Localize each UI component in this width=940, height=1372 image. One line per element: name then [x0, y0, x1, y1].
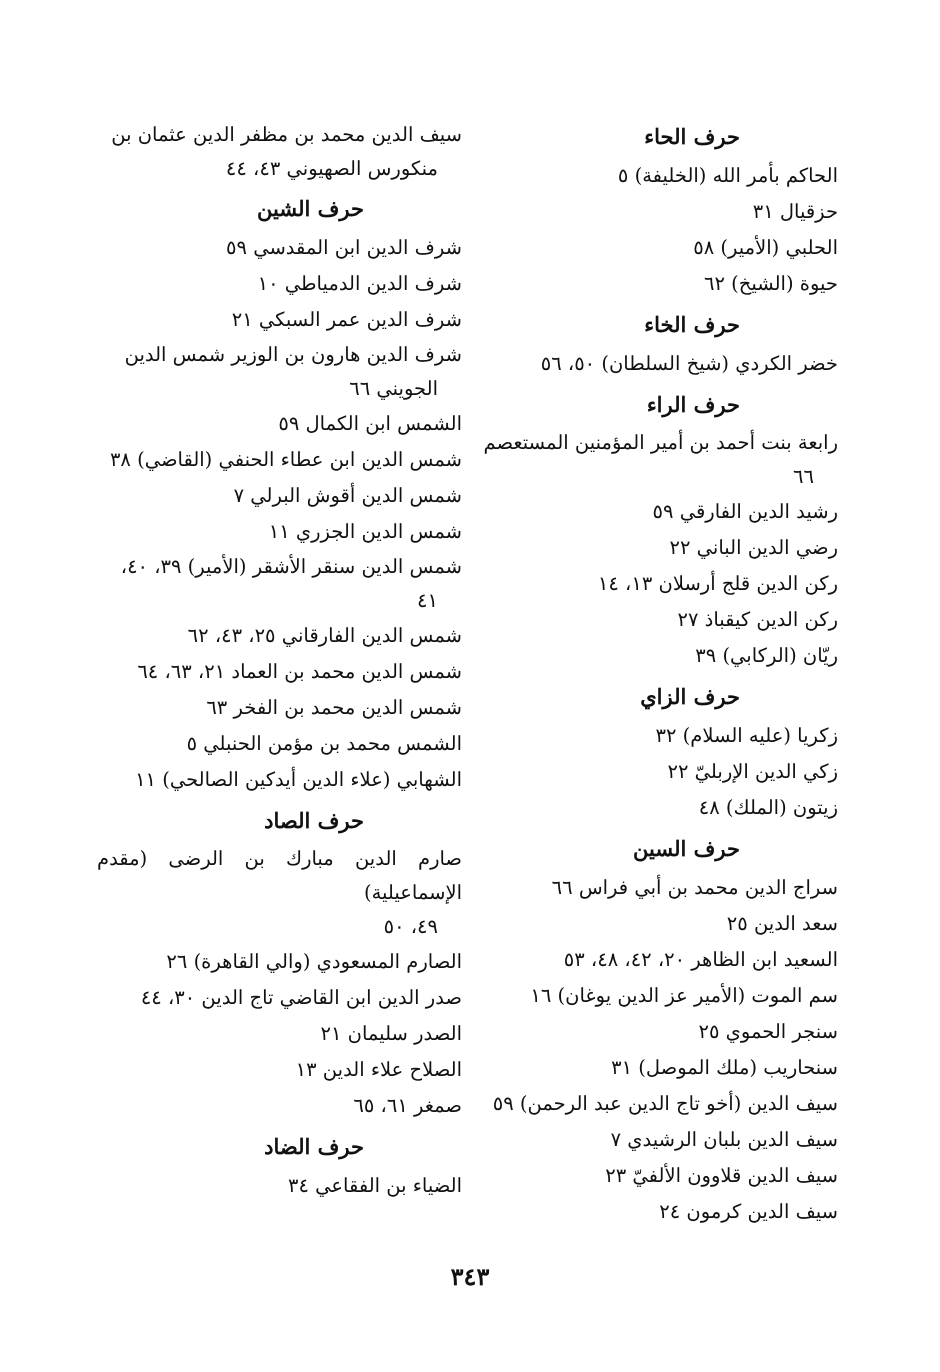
- index-entry: [466, 870, 838, 906]
- index-entry: [466, 1122, 838, 1158]
- index-entry: [97, 442, 462, 478]
- right-column: [466, 118, 838, 1240]
- index-entry: [97, 478, 462, 514]
- entry-text: الصدر سليمان ٢١: [320, 1022, 462, 1045]
- entry-text: سراج الدين محمد بن أبي فراس ٦٦: [551, 876, 838, 899]
- index-section: [466, 392, 838, 674]
- entry-text: شرف الدين هارون بن الوزير شمس الدين: [124, 343, 462, 366]
- section-heading: حرف الراء: [646, 392, 740, 417]
- entry-continuation: ٦٦: [793, 465, 814, 488]
- entry-text: السعيد ابن الظاهر ٢٠، ٤٢، ٤٨، ٥٣: [563, 948, 838, 971]
- entry-continuation: الجويني ٦٦: [349, 377, 438, 400]
- entry-text: سيف الدين محمد بن مظفر الدين عثمان بن: [111, 123, 462, 146]
- index-entry: [466, 1194, 838, 1230]
- index-entry: [466, 494, 838, 530]
- index-section: [97, 118, 462, 186]
- entry-text: سيف الدين قلاوون الألفيّ ٢٣: [605, 1164, 838, 1187]
- entry-text: رابعة بنت أحمد بن أمير المؤمنين المستعصم: [483, 431, 838, 454]
- entry-text: زكريا (عليه السلام) ٣٢: [655, 724, 838, 747]
- entry-text: الضياء بن الفقاعي ٣٤: [287, 1174, 462, 1197]
- index-entry: [97, 944, 462, 980]
- index-entry: [97, 550, 462, 618]
- section-heading: حرف الصاد: [264, 808, 364, 833]
- entry-text: الشهابي (علاء الدين أيدكين الصالحي) ١١: [135, 768, 462, 791]
- section-heading: حرف الحاء: [644, 124, 740, 149]
- entry-continuation: ٤٩، ٥٠: [383, 915, 438, 938]
- entry-continuation: ٤١: [417, 589, 438, 612]
- entry-text: سنجر الحموي ٢٥: [698, 1020, 838, 1043]
- index-entry: [97, 1052, 462, 1088]
- index-entry: [466, 1086, 838, 1122]
- entry-text: ركن الدين كيقباذ ٢٧: [677, 608, 838, 631]
- index-entry: [466, 978, 838, 1014]
- entry-text: سم الموت (الأمير عز الدين يوغان) ١٦: [530, 984, 838, 1007]
- index-section: [97, 1134, 462, 1204]
- section-heading: حرف الشين: [257, 196, 364, 221]
- index-entry: [97, 302, 462, 338]
- entry-text: الشمس محمد بن مؤمن الحنبلي ٥: [186, 732, 462, 755]
- entry-text: زكي الدين الإربليّ ٢٢: [667, 760, 838, 783]
- index-entry: [466, 906, 838, 942]
- index-section: [97, 808, 462, 1124]
- index-entry: [466, 718, 838, 754]
- entry-text: ركن الدين قلج أرسلان ١٣، ١٤: [597, 572, 838, 595]
- index-entry: [97, 514, 462, 550]
- index-entry: [466, 158, 838, 194]
- entry-continuation: منكورس الصهيوني ٤٣، ٤٤: [225, 157, 438, 180]
- index-entry: [97, 690, 462, 726]
- index-section: [97, 196, 462, 798]
- page-number: ٣٤٣: [450, 1262, 490, 1291]
- index-entry: [97, 406, 462, 442]
- index-entry: [466, 754, 838, 790]
- index-entry: [466, 346, 838, 382]
- index-entry: [97, 842, 462, 944]
- index-entry: [97, 980, 462, 1016]
- index-section: [466, 312, 838, 382]
- index-entry: [97, 266, 462, 302]
- section-heading: حرف الزاي: [640, 684, 740, 709]
- index-entry: [466, 426, 838, 494]
- entry-text: شمس الدين ابن عطاء الحنفي (القاضي) ٣٨: [109, 448, 462, 471]
- section-heading: حرف الخاء: [644, 312, 740, 337]
- entry-text: شرف الدين الدمياطي ١٠: [257, 272, 462, 295]
- index-entry: [466, 1158, 838, 1194]
- index-entry: [466, 638, 838, 674]
- index-entry: [97, 1168, 462, 1204]
- index-entry: [97, 230, 462, 266]
- entry-text: شمس الدين الفارقاني ٢٥، ٤٣، ٦٢: [187, 624, 462, 647]
- index-entry: [97, 618, 462, 654]
- entry-text: خضر الكردي (شيخ السلطان) ٥٠، ٥٦: [540, 352, 838, 375]
- section-heading: حرف السين: [633, 836, 740, 861]
- entry-text: حزقيال ٣١: [752, 200, 838, 223]
- entry-text: سيف الدين بلبان الرشيدي ٧: [610, 1128, 838, 1151]
- section-heading: حرف الضاد: [264, 1134, 364, 1159]
- entry-text: شمس الدين محمد بن الفخر ٦٣: [206, 696, 462, 719]
- index-entry: [97, 1088, 462, 1124]
- entry-text: شمس الدين سنقر الأشقر (الأمير) ٣٩، ٤٠،: [120, 555, 462, 578]
- entry-text: شرف الدين ابن المقدسي ٥٩: [226, 236, 462, 259]
- entry-text: الحلبي (الأمير) ٥٨: [693, 236, 838, 259]
- index-entry: [466, 194, 838, 230]
- entry-text: سيف الدين (أخو تاج الدين عبد الرحمن) ٥٩: [492, 1092, 838, 1115]
- index-entry: [97, 1016, 462, 1052]
- entry-text: شمس الدين محمد بن العماد ٢١، ٦٣، ٦٤: [137, 660, 462, 683]
- entry-text: سعد الدين ٢٥: [726, 912, 838, 935]
- entry-text: سنحاريب (ملك الموصل) ٣١: [611, 1056, 838, 1079]
- index-entry: [466, 230, 838, 266]
- index-section: [466, 684, 838, 826]
- index-entry: [466, 942, 838, 978]
- index-section: [466, 124, 838, 302]
- entry-text: ريّان (الركابي) ٣٩: [695, 644, 838, 667]
- index-entry: [97, 338, 462, 406]
- entry-text: الصلاح علاء الدين ١٣: [295, 1058, 462, 1081]
- entry-text: شرف الدين عمر السبكي ٢١: [231, 308, 462, 331]
- index-entry: [466, 602, 838, 638]
- entry-text: رشيد الدين الفارقي ٥٩: [652, 500, 838, 523]
- index-entry: [466, 266, 838, 302]
- entry-text: صمغر ٦١، ٦٥: [353, 1094, 462, 1117]
- entry-text: الشمس ابن الكمال ٥٩: [278, 412, 462, 435]
- index-entry: [466, 1050, 838, 1086]
- entry-text: حيوة (الشيخ) ٦٢: [703, 272, 838, 295]
- index-entry: [97, 726, 462, 762]
- entry-text: الصارم المسعودي (والي القاهرة) ٢٦: [166, 950, 462, 973]
- entry-text: الحاكم بأمر الله (الخليفة) ٥: [617, 164, 838, 187]
- index-entry: [97, 118, 462, 186]
- index-entry: [466, 790, 838, 826]
- entry-text: رضي الدين الباني ٢٢: [669, 536, 838, 559]
- index-entry: [97, 762, 462, 798]
- index-entry: [97, 654, 462, 690]
- entry-text: شمس الدين الجزري ١١: [268, 520, 462, 543]
- index-section: [466, 836, 838, 1230]
- entry-text: سيف الدين كرمون ٢٤: [659, 1200, 838, 1223]
- entry-text: صارم الدين مبارك بن الرضى (مقدم الإسماعيلية): [97, 847, 462, 904]
- index-entry: [466, 1014, 838, 1050]
- entry-text: زيتون (الملك) ٤٨: [698, 796, 838, 819]
- index-entry: [466, 566, 838, 602]
- left-column: [97, 118, 462, 1214]
- entry-text: صدر الدين ابن القاضي تاج الدين ٣٠، ٤٤: [140, 986, 462, 1009]
- entry-text: شمس الدين أقوش البرلي ٧: [233, 484, 462, 507]
- index-entry: [466, 530, 838, 566]
